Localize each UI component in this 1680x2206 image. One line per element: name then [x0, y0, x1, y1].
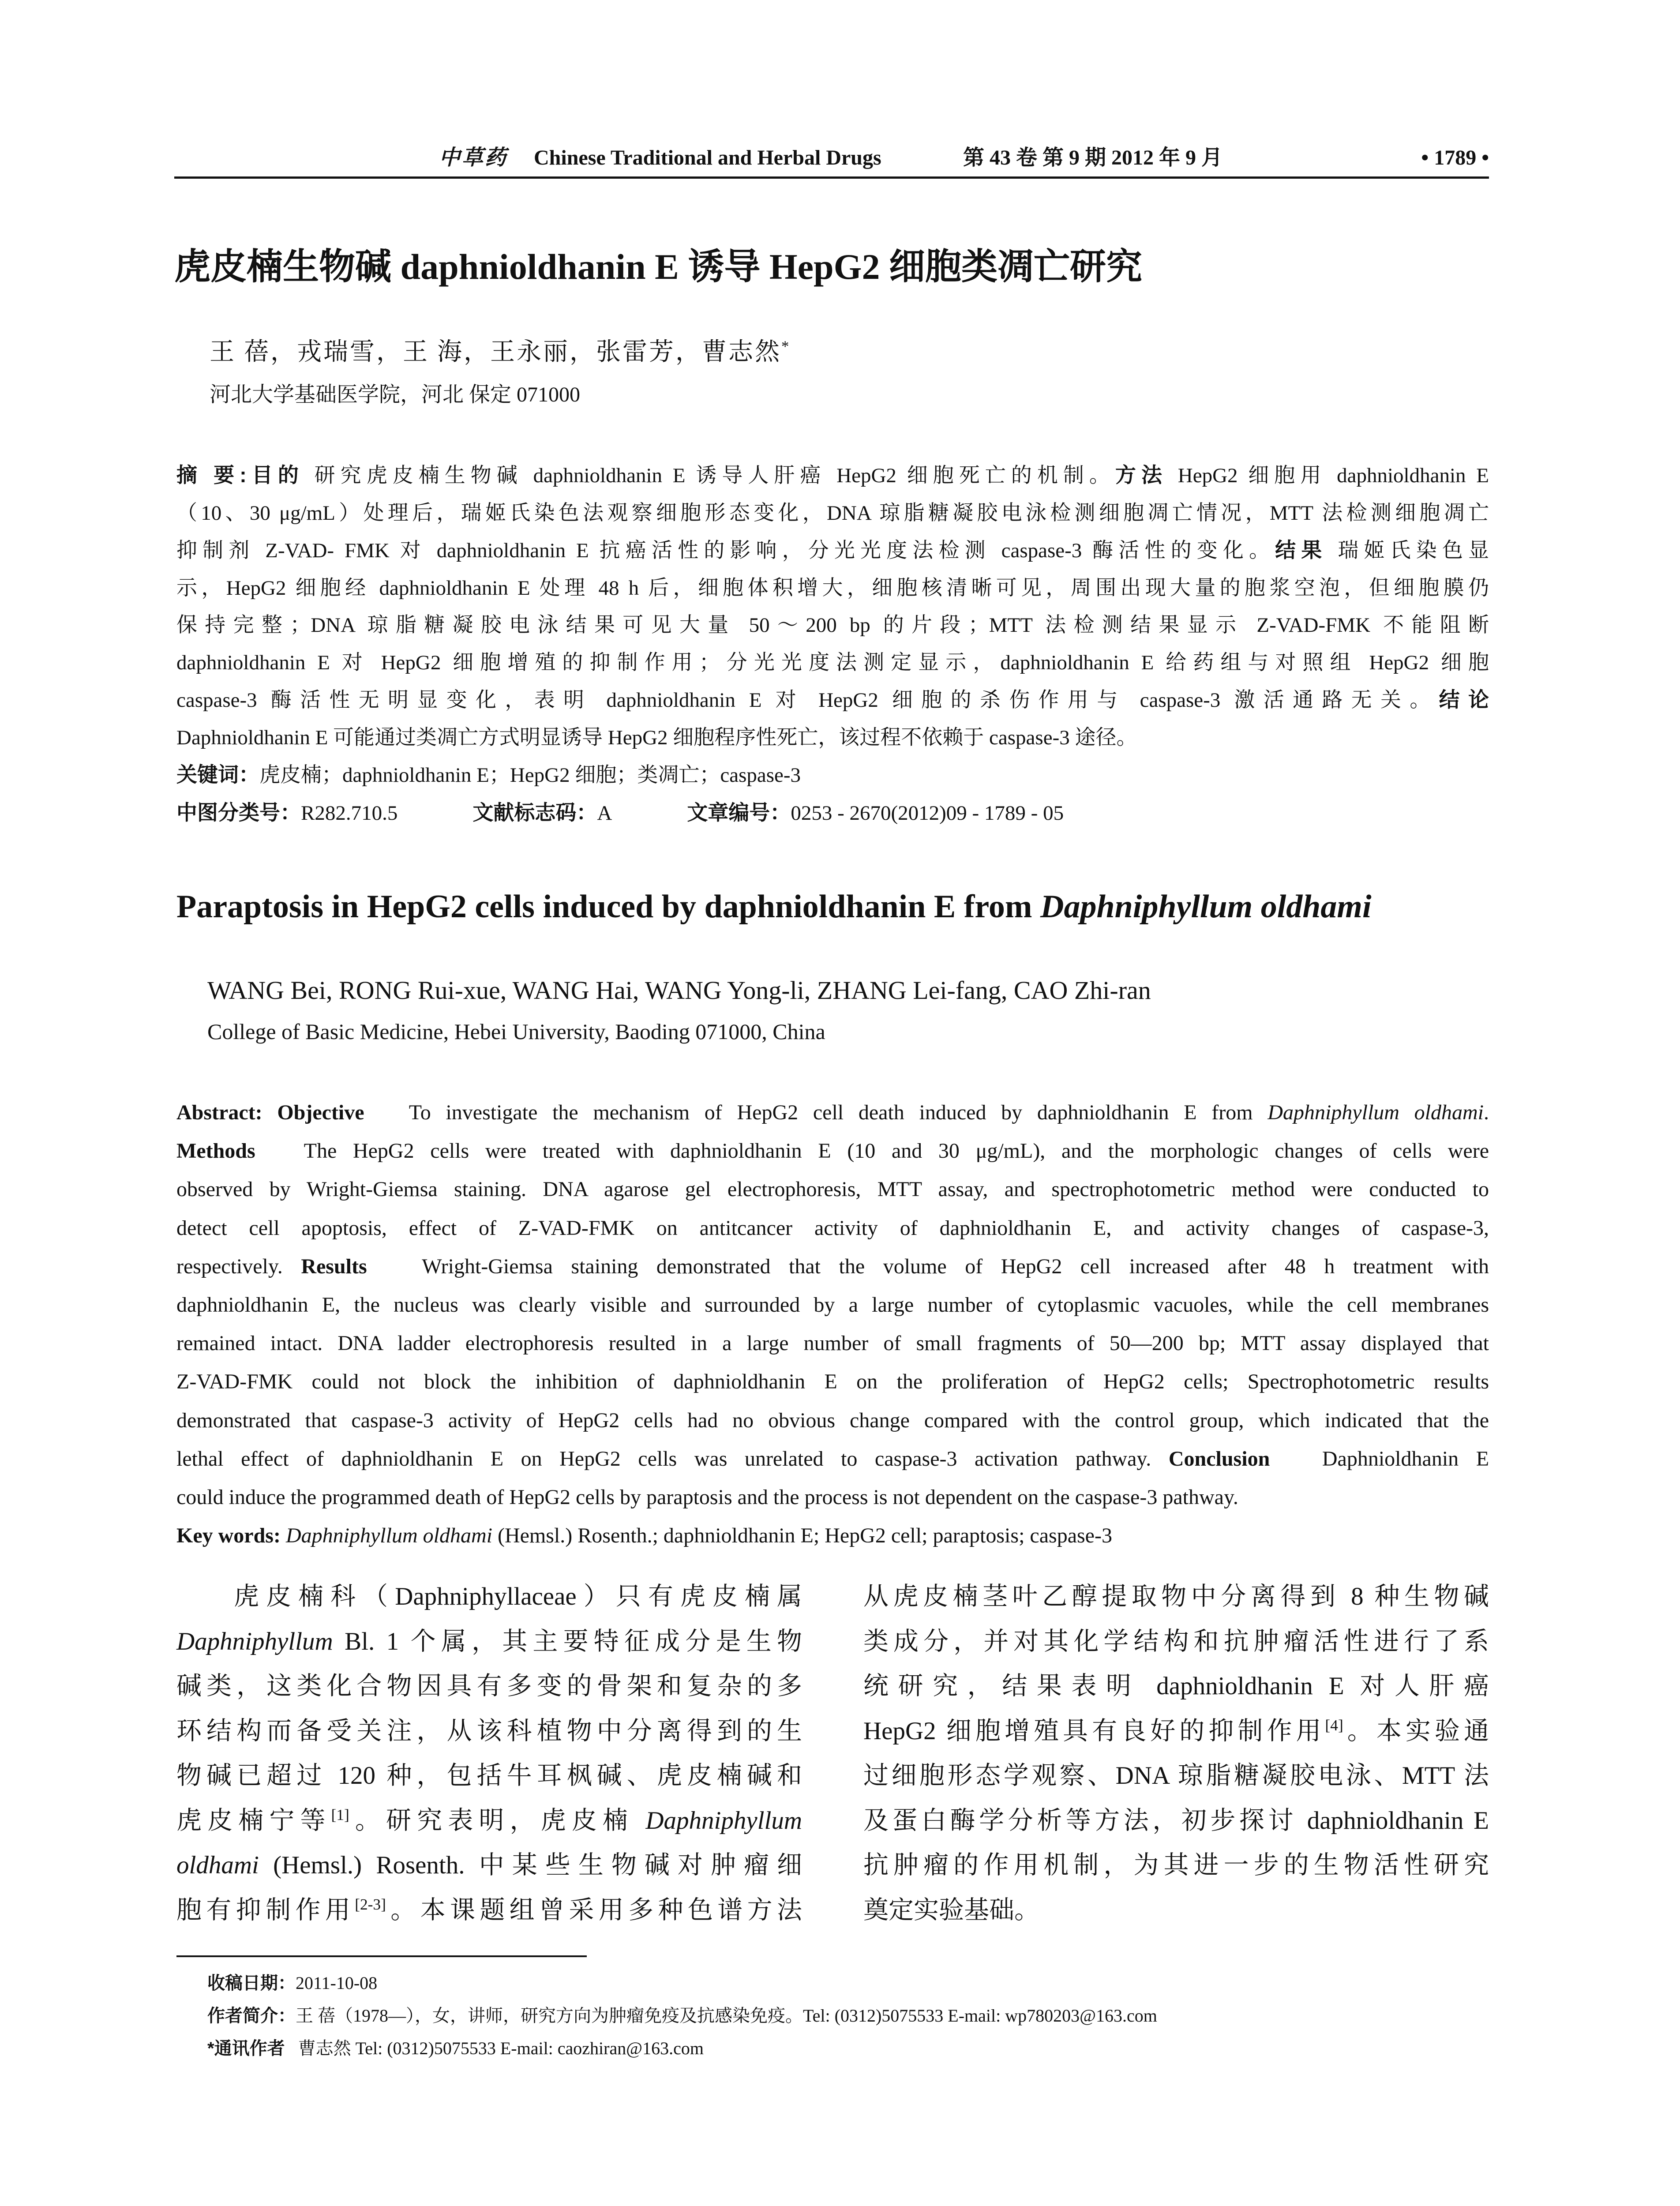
- keywords-en-species: Daphniphyllum oldhami: [285, 1524, 492, 1548]
- abstract-en-line-8: Z-VAD-FMK could not block the inhibition of daphnioldhanin E on the proliferation of HepG2 cells; Spectrophotometric results: [176, 1370, 1489, 1394]
- citation-ref: [4]: [1325, 1716, 1343, 1734]
- doc-code-value: A: [597, 801, 612, 825]
- abstract-en-line-9: demonstrated that caspase-3 activity of HepG2 cells had no obvious change compared with the control group, which indicated that the: [176, 1408, 1489, 1432]
- abstract-en-line-3: observed by Wright-Giemsa staining. DNA agarose gel electrophoresis, MTT assay, and spectrophotometric method were conducted to: [176, 1178, 1489, 1201]
- abstract-en-line-5: [176, 1247, 1489, 1286]
- abstract-cn-text: 瑞姬氏染色显: [1338, 539, 1489, 562]
- corr-label: *通讯作者: [207, 2039, 285, 2058]
- body-right-line-8: 奠定实验基础。: [863, 1896, 1039, 1924]
- abstract-en-line-4: detect cell apoptosis, effect of Z-VAD-FMK on antitcancer activity of daphnioldhanin E, and activity changes of caspase-3,: [176, 1216, 1489, 1240]
- abstract-en-label: Abstract: Objective: [176, 1101, 364, 1124]
- received-label: 收稿日期：: [207, 1973, 296, 1993]
- body-text: HepG2 细胞增殖具有良好的抑制作用: [863, 1717, 1325, 1745]
- body-text: 。研究表明，虎皮楠: [349, 1806, 646, 1835]
- body-left-line-8: [176, 1888, 802, 1933]
- abstract-en-text: Wright-Giemsa staining demonstrated that the volume of HepG2 cell increased after 48 h treatment with: [422, 1254, 1489, 1278]
- abstract-en-text: To investigate the mechanism of HepG2 cell death induced by daphnioldhanin E from: [409, 1101, 1268, 1124]
- article-no-value: 0253 - 2670(2012)09 - 1789 - 05: [791, 801, 1064, 825]
- keywords-en: [176, 1516, 1489, 1555]
- body-right-line-5: 过细胞形态学观察、DNA 琼脂糖凝胶电泳、MTT 法: [863, 1762, 1489, 1790]
- abstract-en: [176, 1093, 1489, 1555]
- body-right-line-7: 抗肿瘤的作用机制，为其进一步的生物活性研究: [863, 1851, 1489, 1879]
- body-right-line-3: 统研究，结果表明 daphnioldhanin E 对人肝癌: [863, 1672, 1489, 1700]
- affiliation-cn: 河北大学基础医学院，河北 保定 071000: [210, 383, 581, 406]
- keywords-cn: [176, 756, 1489, 794]
- abstract-en-text: .: [1484, 1101, 1489, 1124]
- body-left-line-6: [176, 1798, 802, 1843]
- abstract-cn-line-2: （10、30 μg/mL）处理后，瑞姬氏染色法观察细胞形态变化，DNA 琼脂糖凝胶电泳检测细胞凋亡情况，MTT 法检测细胞凋亡: [176, 501, 1489, 525]
- methods-label: 方法: [1115, 463, 1167, 487]
- clc-label: 中图分类号：: [176, 800, 301, 824]
- abstract-en-line-6: daphnioldhanin E, the nucleus was clearly visible and surrounded by a large number of cytoplasmic vacuoles, while the cell membranes: [176, 1293, 1489, 1317]
- abstract-cn-line-3: [176, 532, 1489, 570]
- page-number: • 1789 •: [1421, 146, 1489, 169]
- abstract-cn-line-1: [176, 457, 1489, 495]
- journal-name-en: Chinese Traditional and Herbal Drugs: [534, 146, 881, 169]
- conclusion-en-label: Conclusion: [1168, 1447, 1270, 1471]
- title-en-species: Daphniphyllum oldhami: [1040, 889, 1372, 925]
- affiliation-en: College of Basic Medicine, Hebei University, Baoding 071000, China: [207, 1019, 825, 1044]
- results-en-label: Results: [301, 1254, 367, 1278]
- keywords-cn-text: 虎皮楠；daphnioldhanin E；HepG2 细胞；类凋亡；caspase-3: [259, 764, 801, 787]
- title-en: [176, 882, 1372, 931]
- abstract-en-text: The HepG2 cells were treated with daphnioldhanin E (10 and 30 μg/mL), and the morphologic changes of cells were: [304, 1139, 1489, 1163]
- genus-name: Daphniphyllum: [645, 1806, 802, 1835]
- article-no-label: 文章编号：: [687, 800, 791, 824]
- results-label: 结果: [1275, 538, 1328, 562]
- abstract-en-line-1: [176, 1093, 1489, 1132]
- abstract-cn-text: 抑制剂 Z-VAD- FMK 对 daphnioldhanin E 抗癌活性的影响，分光光度法检测 caspase-3 酶活性的变化。: [176, 539, 1275, 562]
- footnote-rule: [176, 1955, 587, 1957]
- abstract-en-text: Daphnioldhanin E: [1322, 1447, 1489, 1471]
- body-left-line-7: [176, 1843, 802, 1888]
- abstract-cn-text: caspase-3 酶活性无明显变化，表明 daphnioldhanin E 对 HepG2 细胞的杀伤作用与 caspase-3 激活通路无关。: [176, 689, 1439, 712]
- abstract-cn-line-6: daphnioldhanin E 对 HepG2 细胞增殖的抑制作用；分光光度法测定显示，daphnioldhanin E 给药组与对照组 HepG2 细胞: [176, 651, 1489, 674]
- body-text: 。本实验通: [1343, 1717, 1489, 1745]
- abstract-cn-text: HepG2 细胞用 daphnioldhanin E: [1178, 464, 1489, 487]
- body-text: 胞有抑制作用: [176, 1896, 355, 1924]
- abstract-cn-line-7: [176, 681, 1489, 719]
- body-left-line-2: [176, 1619, 802, 1664]
- body-right-line-1: 从虎皮楠茎叶乙醇提取物中分离得到 8 种生物碱: [863, 1583, 1489, 1610]
- abstract-en-line-10: [176, 1440, 1489, 1478]
- body-column-right: [863, 1574, 1489, 1932]
- journal-name-cn: 中草药: [439, 146, 508, 169]
- body-right-line-6: 及蛋白酶学分析等方法，初步探讨 daphnioldhanin E: [863, 1806, 1489, 1835]
- body-text: 虎皮楠宁等: [176, 1806, 331, 1835]
- corr-value: 曹志然 Tel: (0312)5075533 E-mail: caozhiran@163.com: [298, 2038, 704, 2058]
- abstract-en-line-2: [176, 1132, 1489, 1170]
- title-cn: 虎皮楠生物碱 daphnioldhanin E 诱导 HepG2 细胞类凋亡研究: [174, 247, 1142, 287]
- body-right-line-2: 类成分，并对其化学结构和抗肿瘤活性进行了系: [863, 1627, 1489, 1655]
- abstract-en-species: Daphniphyllum oldhami: [1268, 1101, 1484, 1124]
- header-rule: [174, 176, 1489, 179]
- citation-ref: [2-3]: [355, 1895, 386, 1913]
- body-left-line-5: 物碱已超过 120 种，包括牛耳枫碱、虎皮楠碱和: [176, 1762, 802, 1790]
- body-left-line-1: 虎皮楠科（Daphniphyllaceae）只有虎皮楠属: [234, 1583, 802, 1610]
- genus-name: Daphniphyllum: [176, 1627, 333, 1655]
- author-bio: [207, 2000, 1487, 2032]
- received-date: [207, 1967, 1487, 2000]
- abstract-en-line-11: could induce the programmed death of HepG2 cells by paraptosis and the process is not dependent on the caspase-3 pathway.: [176, 1486, 1238, 1509]
- issue-info: 第 43 卷 第 9 期 2012 年 9 月: [963, 146, 1223, 169]
- body-text: (Hemsl.) Rosenth. 中某些生物碱对肿瘤细: [259, 1851, 802, 1879]
- body-column-left: [176, 1574, 802, 1932]
- methods-en-label: Methods: [176, 1139, 255, 1163]
- body-text: Bl. 1 个属，其主要特征成分是生物: [333, 1627, 802, 1655]
- conclusion-label: 结论: [1439, 688, 1489, 711]
- doc-code-label: 文献标志码：: [472, 800, 597, 824]
- abstract-cn-label: 摘 要:: [176, 463, 247, 487]
- body-left-line-4: 环结构而备受关注，从该科植物中分离得到的生: [176, 1717, 802, 1745]
- authors-cn: [210, 334, 791, 370]
- keywords-en-label: Key words:: [176, 1524, 281, 1548]
- bio-label: 作者简介：: [207, 2006, 296, 2026]
- keywords-cn-label: 关键词：: [176, 763, 259, 786]
- footnotes: [207, 1967, 1487, 2065]
- abstract-cn: [176, 457, 1489, 832]
- abstract-en-text: respectively.: [176, 1254, 283, 1278]
- abstract-cn-line-4: 示，HepG2 细胞经 daphnioldhanin E 处理 48 h 后，细胞体积增大，细胞核清晰可见，周围出现大量的胞浆空泡，但细胞膜仍: [176, 576, 1489, 600]
- abstract-en-line-7: remained intact. DNA ladder electrophoresis resulted in a large number of small fragments of 50—200 bp; MTT assay displayed that: [176, 1332, 1489, 1355]
- objective-label: 目的: [246, 463, 304, 487]
- citation-ref: [1]: [331, 1806, 349, 1823]
- corresponding-mark: *: [781, 338, 791, 355]
- abstract-cn-line-8: Daphnioldhanin E 可能通过类凋亡方式明显诱导 HepG2 细胞程序性死亡，该过程不依赖于 caspase-3 途径。: [176, 726, 1137, 749]
- body-left-line-3: 碱类，这类化合物因具有多变的骨架和复杂的多: [176, 1672, 802, 1700]
- abstract-cn-text: 研究虎皮楠生物碱 daphnioldhanin E 诱导人肝癌 HepG2 细胞死亡的机制。: [314, 464, 1115, 487]
- title-en-main: Paraptosis in HepG2 cells induced by daphnioldhanin E from: [176, 889, 1041, 925]
- species-name: oldhami: [176, 1851, 259, 1879]
- abstract-en-text: lethal effect of daphnioldhanin E on HepG2 cells was unrelated to caspase-3 activation pathway.: [176, 1447, 1151, 1471]
- corresponding-author: [207, 2032, 1487, 2065]
- classification-row: [176, 794, 1489, 832]
- authors-cn-text: 王 蓓，戎瑞雪，王 海，王永丽，张雷芳，曹志然: [210, 338, 781, 366]
- clc-value: R282.710.5: [301, 801, 398, 825]
- authors-en: WANG Bei, RONG Rui-xue, WANG Hai, WANG Yong-li, ZHANG Lei-fang, CAO Zhi-ran: [207, 976, 1151, 1005]
- abstract-cn-line-5: 保持完整；DNA 琼脂糖凝胶电泳结果可见大量 50～200 bp 的片段；MTT 法检测结果显示 Z-VAD-FMK 不能阻断: [176, 614, 1489, 637]
- bio-value: 王 蓓（1978—），女，讲师，研究方向为肿瘤免疫及抗感染免疫。Tel: (0312)5075533 E-mail: wp780203@163.com: [296, 2006, 1157, 2026]
- keywords-en-text: (Hemsl.) Rosenth.; daphnioldhanin E; HepG2 cell; paraptosis; caspase-3: [492, 1524, 1112, 1548]
- body-right-line-4: [863, 1709, 1489, 1754]
- running-header: [174, 140, 1489, 176]
- received-value: 2011-10-08: [296, 1973, 378, 1993]
- body-text: 。本课题组曾采用多种色谱方法: [386, 1896, 802, 1924]
